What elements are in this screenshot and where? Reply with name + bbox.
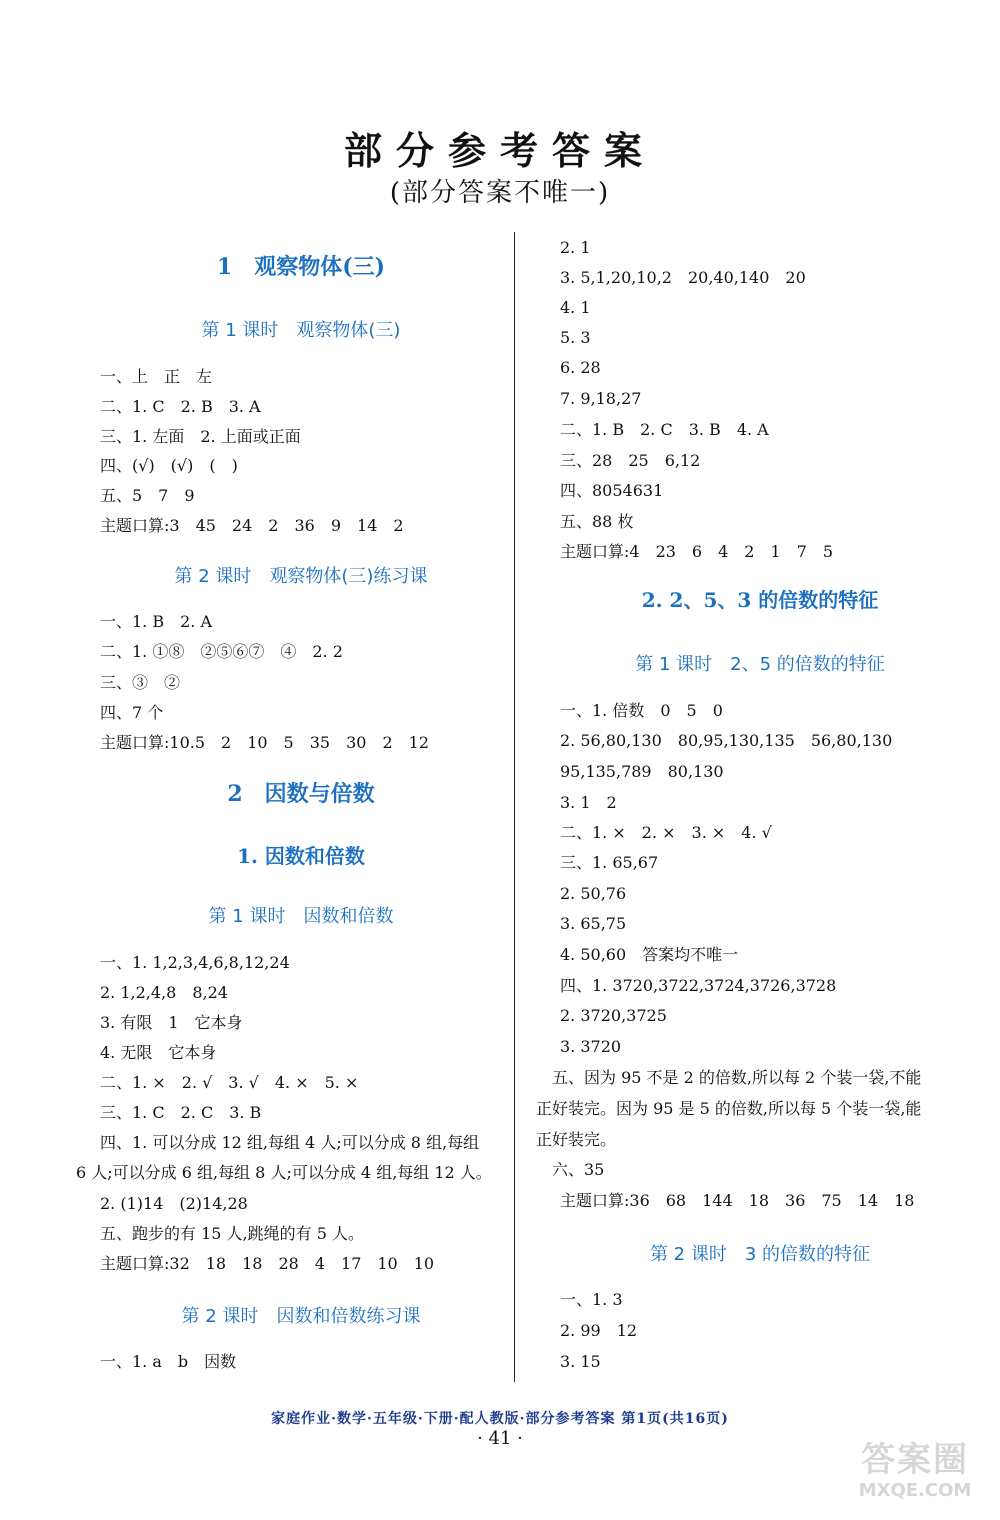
lesson-heading: 第 1 课时 因数和倍数: [208, 906, 394, 927]
answer-line: 四、1. 可以分成 12 组,每组 4 人;可以分成 8 组,每组: [100, 1133, 480, 1152]
answer-line: 6 人;可以分成 6 组,每组 8 人;可以分成 4 组,每组 12 人。: [76, 1163, 492, 1182]
answer-line: 3. 3720: [560, 1037, 622, 1056]
answer-line: 三、28 25 6,12: [560, 451, 701, 470]
answer-line: 2. 3720,3725: [560, 1006, 667, 1025]
answer-line: 五、88 枚: [560, 512, 634, 531]
answer-line: 2. 1: [560, 238, 591, 257]
watermark-main-text: 答案圈: [861, 1440, 969, 1480]
answer-line: 二、1. × 2. × 3. × 4. √: [560, 823, 772, 842]
answer-line: 三、1. C 2. C 3. B: [100, 1103, 262, 1122]
answer-line: 五、跑步的有 15 人,跳绳的有 5 人。: [100, 1224, 364, 1243]
answer-line: 一、1. a b 因数: [100, 1352, 237, 1371]
answer-line: 二、1. B 2. C 3. B 4. A: [560, 420, 769, 439]
answer-line: 3. 1 2: [560, 793, 617, 812]
answer-line: 2. 50,76: [560, 884, 627, 903]
answer-line: 三、1. 65,67: [560, 853, 659, 872]
answer-line: 二、1. × 2. √ 3. √ 4. × 5. ×: [100, 1073, 359, 1092]
section-heading: 1. 因数和倍数: [237, 844, 365, 868]
chapter-heading: 1 观察物体(三): [216, 254, 386, 280]
answer-line: 五、5 7 9: [100, 486, 195, 505]
answer-line: 4. 无限 它本身: [100, 1043, 217, 1062]
page-subtitle: (部分答案不唯一): [389, 178, 611, 208]
answer-line: 四、(√) (√) ( ): [100, 456, 238, 475]
section-heading: 2. 2、5、3 的倍数的特征: [641, 588, 879, 612]
page-title: 部分参考答案: [343, 128, 656, 173]
answer-line: 五、因为 95 不是 2 的倍数,所以每 2 个装一袋,不能: [536, 1068, 922, 1087]
answer-line: 2. 99 12: [560, 1321, 638, 1340]
lesson-heading: 第 2 课时 3 的倍数的特征: [649, 1244, 871, 1265]
watermark-url-text: MXQE.COM: [858, 1480, 972, 1501]
answer-line: 主题口算:36 68 144 18 36 75 14 18: [560, 1191, 915, 1210]
answer-line: 4. 50,60 答案均不唯一: [560, 945, 739, 964]
answer-line: 主题口算:10.5 2 10 5 35 30 2 12: [100, 733, 429, 752]
answer-line: 3. 15: [560, 1352, 601, 1371]
lesson-heading: 第 2 课时 因数和倍数练习课: [181, 1306, 421, 1327]
answer-line: 3. 5,1,20,10,2 20,40,140 20: [560, 268, 806, 287]
answer-line: 六、35: [536, 1160, 605, 1179]
answer-line: 主题口算:4 23 6 4 2 1 7 5: [560, 542, 834, 561]
lesson-heading: 第 1 课时 观察物体(三): [201, 320, 401, 341]
answer-line: 二、1. ①⑧ ②⑤⑥⑦ ④ 2. 2: [100, 642, 343, 661]
answer-line: 3. 有限 1 它本身: [100, 1013, 243, 1032]
watermark-logo: [840, 1440, 990, 1510]
page-number: · 41 ·: [477, 1428, 523, 1449]
answer-line: 三、③ ②: [100, 673, 181, 692]
answer-line: 二、1. C 2. B 3. A: [100, 397, 261, 416]
answer-line: 四、1. 3720,3722,3724,3726,3728: [560, 976, 837, 995]
answer-line: 一、1. 3: [560, 1290, 623, 1309]
answer-line: 一、上 正 左: [100, 367, 213, 386]
answer-line: 一、1. B 2. A: [100, 612, 213, 631]
answer-line: 一、1. 1,2,3,4,6,8,12,24: [100, 953, 290, 972]
page-footer: 家庭作业·数学·五年级·下册·配人教版·部分参考答案 第1页(共16页): [271, 1411, 729, 1427]
column-divider: [514, 232, 515, 1382]
answer-line: 2. 56,80,130 80,95,130,135 56,80,130: [560, 731, 893, 750]
answer-line: 四、7 个: [100, 703, 164, 722]
answer-line: 一、1. 倍数 0 5 0: [560, 701, 723, 720]
chapter-heading: 2 因数与倍数: [227, 781, 375, 807]
answer-line: 2. (1)14 (2)14,28: [100, 1194, 248, 1213]
answer-line: 2. 1,2,4,8 8,24: [100, 983, 228, 1002]
lesson-heading: 第 2 课时 观察物体(三)练习课: [174, 566, 428, 587]
answer-line: 主题口算:3 45 24 2 36 9 14 2: [100, 516, 404, 535]
lesson-heading: 第 1 课时 2、5 的倍数的特征: [635, 654, 885, 675]
answer-line: 5. 3: [560, 328, 591, 347]
answer-line: 7. 9,18,27: [560, 389, 642, 408]
answer-line: 6. 28: [560, 358, 601, 377]
answer-line: 正好装完。因为 95 是 5 的倍数,所以每 5 个装一袋,能: [536, 1099, 922, 1118]
answer-line: 主题口算:32 18 18 28 4 17 10 10: [100, 1254, 435, 1273]
answer-line: 四、8054631: [560, 481, 664, 500]
answer-line: 95,135,789 80,130: [560, 762, 724, 781]
answer-line: 正好装完。: [536, 1130, 617, 1149]
answer-line: 4. 1: [560, 298, 591, 317]
answer-line: 三、1. 左面 2. 上面或正面: [100, 427, 301, 446]
answer-line: 3. 65,75: [560, 914, 627, 933]
